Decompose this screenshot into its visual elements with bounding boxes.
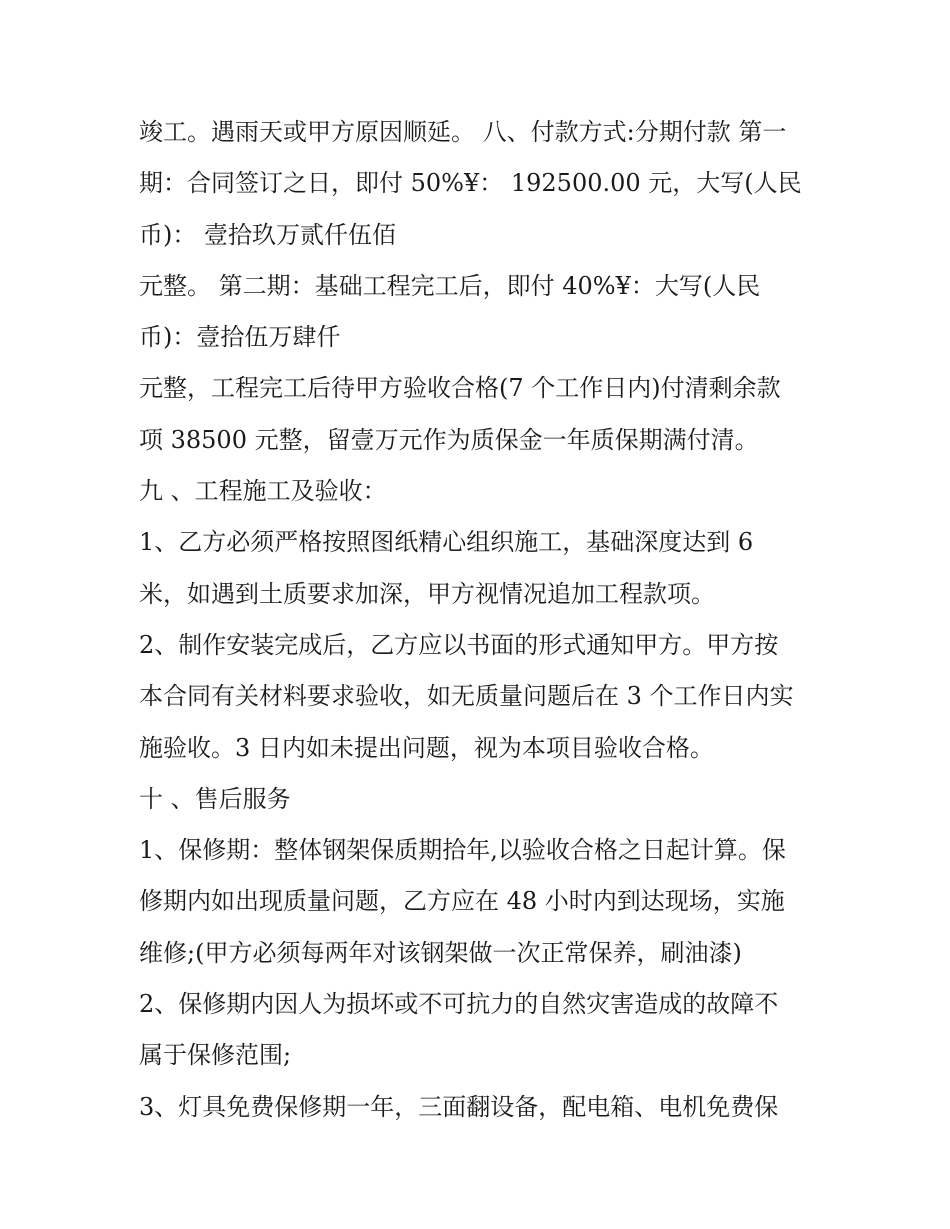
text-line: 元整，工程完工后待甲方验收合格(7 个工作日内)付清剩余款 <box>139 374 781 403</box>
document-body <box>139 107 819 1133</box>
text-line: 1、保修期：整体钢架保质期拾年,以验收合格之日起计算。保 <box>139 836 786 865</box>
text-line: 米，如遇到土质要求加深，甲方视情况追加工程款项。 <box>139 579 715 608</box>
text-line: 3、灯具免费保修期一年，三面翻设备，配电箱、电机免费保 <box>139 1092 779 1121</box>
section-heading: 十 、售后服务 <box>139 784 291 813</box>
text-line: 竣工。遇雨天或甲方原因顺延。 八、付款方式:分期付款 第一 <box>139 118 787 146</box>
text-line: 施验收。3 日内如未提出问题，视为本项目验收合格。 <box>139 733 714 762</box>
text-line: 元整。 第二期：基础工程完工后，即付 40%¥：大写(人民 <box>139 271 761 300</box>
text-line: 项 38500 元整，留壹万元作为质保金一年质保期满付清。 <box>139 425 759 454</box>
text-line: 币)： 壹拾玖万贰仟伍佰 <box>139 220 396 249</box>
text-line: 期：合同签订之日，即付 50%¥： 192500.00 元，大写(人民 <box>139 169 802 198</box>
text-line: 2、制作安装完成后，乙方应以书面的形式通知甲方。甲方按 <box>139 630 779 659</box>
section-heading: 九 、工程施工及验收： <box>139 477 387 506</box>
text-line: 本合同有关材料要求验收，如无质量问题后在 3 个工作日内实 <box>139 682 794 711</box>
text-line: 修期内如出现质量问题，乙方应在 48 小时内到达现场，实施 <box>139 887 785 916</box>
text-line: 维修;(甲方必须每两年对该钢架做一次正常保养，刷油漆) <box>139 938 742 967</box>
text-line: 2、保修期内因人为损坏或不可抗力的自然灾害造成的故障不 <box>139 990 779 1019</box>
text-line: 币)：壹拾伍万肆仟 <box>139 323 341 352</box>
text-line: 属于保修范围; <box>139 1041 292 1070</box>
text-line: 1、乙方必须严格按照图纸精心组织施工，基础深度达到 6 <box>139 528 754 557</box>
